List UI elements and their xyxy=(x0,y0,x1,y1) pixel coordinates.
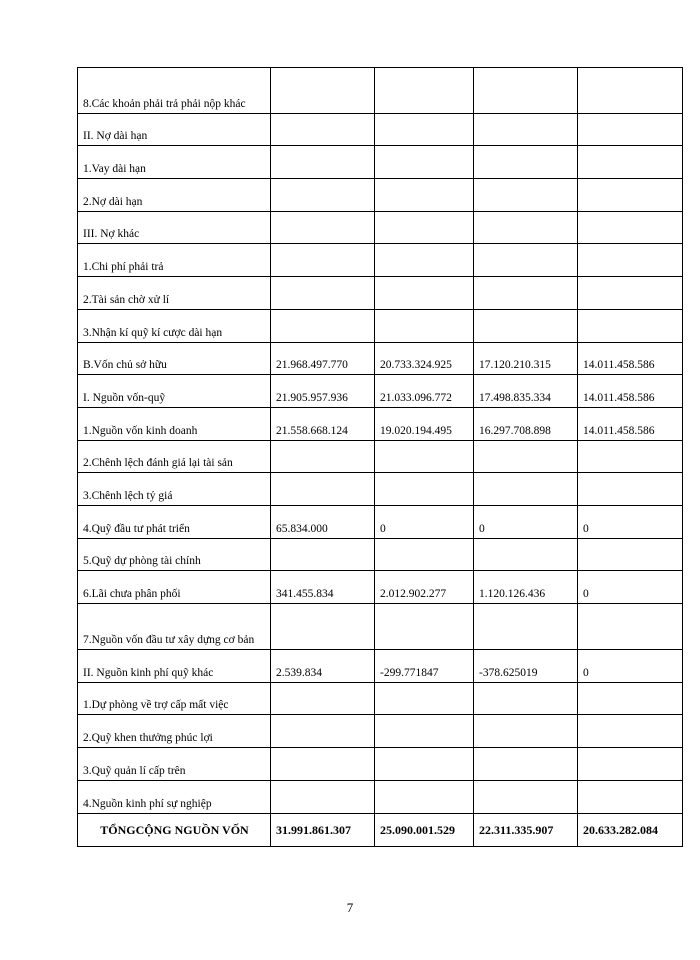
value-col-3 xyxy=(474,310,578,343)
row-label: 1.Vay dài hạn xyxy=(78,146,271,179)
table-row xyxy=(78,310,683,343)
value-col-1 xyxy=(271,604,375,650)
table-row xyxy=(78,506,683,539)
table-row xyxy=(78,244,683,277)
value-col-4 xyxy=(578,114,683,146)
value-col-3: 16.297.708.898 xyxy=(474,408,578,441)
value-col-3 xyxy=(474,441,578,473)
row-label: B.Vốn chủ sở hữu xyxy=(78,343,271,375)
value-col-1 xyxy=(271,179,375,212)
row-label: 2.Chênh lệch đánh giá lại tài sản xyxy=(78,441,271,473)
row-label: 2.Quỹ khen thưởng phúc lợi xyxy=(78,715,271,748)
value-col-3 xyxy=(474,539,578,571)
value-col-3: -378.625019 xyxy=(474,650,578,683)
table-row xyxy=(78,114,683,146)
value-col-4 xyxy=(578,68,683,114)
value-col-1 xyxy=(271,781,375,814)
table-row xyxy=(78,277,683,310)
row-label: 6.Lãi chưa phân phối xyxy=(78,571,271,604)
total-row xyxy=(78,814,683,847)
row-label: 4.Quỹ đầu tư phát triển xyxy=(78,506,271,539)
value-col-4 xyxy=(578,683,683,715)
value-col-3 xyxy=(474,683,578,715)
value-col-3 xyxy=(474,748,578,781)
row-label: II. Nguồn kinh phí quỹ khác xyxy=(78,650,271,683)
value-col-3 xyxy=(474,146,578,179)
value-col-4 xyxy=(578,781,683,814)
value-col-4 xyxy=(578,310,683,343)
table-row xyxy=(78,650,683,683)
value-col-2 xyxy=(375,146,474,179)
table-row xyxy=(78,571,683,604)
value-col-1 xyxy=(271,683,375,715)
value-col-4 xyxy=(578,179,683,212)
value-col-1 xyxy=(271,441,375,473)
value-col-4: 0 xyxy=(578,506,683,539)
value-col-3: 0 xyxy=(474,506,578,539)
value-col-3 xyxy=(474,68,578,114)
row-label: 1.Dự phòng về trợ cấp mất việc xyxy=(78,683,271,715)
value-col-2 xyxy=(375,539,474,571)
value-col-2 xyxy=(375,781,474,814)
value-col-1 xyxy=(271,748,375,781)
row-label: II. Nợ dài hạn xyxy=(78,114,271,146)
table-row xyxy=(78,212,683,244)
table-row xyxy=(78,408,683,441)
table-row xyxy=(78,683,683,715)
value-col-3: 1.120.126.436 xyxy=(474,571,578,604)
value-col-1 xyxy=(271,68,375,114)
table-row xyxy=(78,473,683,506)
row-label: III. Nợ khác xyxy=(78,212,271,244)
table-row xyxy=(78,781,683,814)
value-col-4 xyxy=(578,748,683,781)
value-col-1: 65.834.000 xyxy=(271,506,375,539)
value-col-2 xyxy=(375,748,474,781)
value-col-4: 0 xyxy=(578,571,683,604)
value-col-1: 21.968.497.770 xyxy=(271,343,375,375)
value-col-2 xyxy=(375,310,474,343)
value-col-4: 0 xyxy=(578,650,683,683)
value-col-2 xyxy=(375,604,474,650)
table-row xyxy=(78,604,683,650)
value-col-2: 2.012.902.277 xyxy=(375,571,474,604)
row-label: 1.Nguồn vốn kinh doanh xyxy=(78,408,271,441)
value-col-4: 14.011.458.586 xyxy=(578,408,683,441)
value-col-4 xyxy=(578,244,683,277)
value-col-2: 21.033.096.772 xyxy=(375,375,474,408)
value-col-1 xyxy=(271,310,375,343)
value-col-1: 341.455.834 xyxy=(271,571,375,604)
table-row xyxy=(78,375,683,408)
value-col-2: 19.020.194.495 xyxy=(375,408,474,441)
value-col-4 xyxy=(578,212,683,244)
value-col-2 xyxy=(375,68,474,114)
value-col-4 xyxy=(578,715,683,748)
value-col-3 xyxy=(474,604,578,650)
value-col-2 xyxy=(375,212,474,244)
value-col-1 xyxy=(271,277,375,310)
balance-sheet-body xyxy=(78,68,683,847)
value-col-1 xyxy=(271,146,375,179)
value-col-1 xyxy=(271,715,375,748)
value-col-2 xyxy=(375,715,474,748)
value-col-4: 14.011.458.586 xyxy=(578,343,683,375)
value-col-1 xyxy=(271,473,375,506)
value-col-1 xyxy=(271,212,375,244)
value-col-1 xyxy=(271,114,375,146)
table-row xyxy=(78,179,683,212)
value-col-4 xyxy=(578,441,683,473)
row-label: 1.Chi phí phải trả xyxy=(78,244,271,277)
value-col-4 xyxy=(578,604,683,650)
row-label: 8.Các khoản phải trả phải nộp khác xyxy=(78,68,271,114)
value-col-3 xyxy=(474,781,578,814)
table-row xyxy=(78,539,683,571)
value-col-2 xyxy=(375,277,474,310)
value-col-4 xyxy=(578,277,683,310)
value-col-4: 14.011.458.586 xyxy=(578,375,683,408)
value-col-1: 2.539.834 xyxy=(271,650,375,683)
table-row xyxy=(78,68,683,114)
row-label: 4.Nguồn kinh phí sự nghiệp xyxy=(78,781,271,814)
total-value-col-2: 25.090.001.529 xyxy=(375,814,474,847)
total-value-col-3: 22.311.335.907 xyxy=(474,814,578,847)
page-number: 7 xyxy=(346,900,354,915)
value-col-3: 17.498.835.334 xyxy=(474,375,578,408)
value-col-3 xyxy=(474,179,578,212)
value-col-2 xyxy=(375,441,474,473)
value-col-2 xyxy=(375,114,474,146)
row-label: 5.Quỹ dự phòng tài chính xyxy=(78,539,271,571)
value-col-3: 17.120.210.315 xyxy=(474,343,578,375)
row-label: 2.Nợ dài hạn xyxy=(78,179,271,212)
table-row xyxy=(78,146,683,179)
value-col-4 xyxy=(578,146,683,179)
row-label: 7.Nguồn vốn đầu tư xây dựng cơ bản xyxy=(78,604,271,650)
value-col-4 xyxy=(578,539,683,571)
table-row xyxy=(78,748,683,781)
value-col-1: 21.905.957.936 xyxy=(271,375,375,408)
row-label: 2.Tài sản chờ xử lí xyxy=(78,277,271,310)
table-row xyxy=(78,343,683,375)
value-col-2: 0 xyxy=(375,506,474,539)
value-col-3 xyxy=(474,244,578,277)
value-col-2: -299.771847 xyxy=(375,650,474,683)
value-col-3 xyxy=(474,715,578,748)
total-value-col-4: 20.633.282.084 xyxy=(578,814,683,847)
total-label: TỔNGCỘNG NGUỒN VỐN xyxy=(78,814,271,847)
table-row xyxy=(78,715,683,748)
value-col-2 xyxy=(375,244,474,277)
total-value-col-1: 31.991.861.307 xyxy=(271,814,375,847)
table-row xyxy=(78,441,683,473)
value-col-1: 21.558.668.124 xyxy=(271,408,375,441)
row-label: 3.Quỹ quản lí cấp trên xyxy=(78,748,271,781)
value-col-3 xyxy=(474,277,578,310)
value-col-2 xyxy=(375,683,474,715)
value-col-3 xyxy=(474,114,578,146)
value-col-1 xyxy=(271,244,375,277)
value-col-3 xyxy=(474,473,578,506)
value-col-4 xyxy=(578,473,683,506)
row-label: 3.Chênh lệch tỷ giá xyxy=(78,473,271,506)
value-col-2 xyxy=(375,179,474,212)
value-col-2 xyxy=(375,473,474,506)
value-col-1 xyxy=(271,539,375,571)
row-label: I. Nguồn vốn-quỹ xyxy=(78,375,271,408)
row-label: 3.Nhận kí quỹ kí cược dài hạn xyxy=(78,310,271,343)
value-col-3 xyxy=(474,212,578,244)
value-col-2: 20.733.324.925 xyxy=(375,343,474,375)
balance-sheet-table xyxy=(77,67,683,847)
